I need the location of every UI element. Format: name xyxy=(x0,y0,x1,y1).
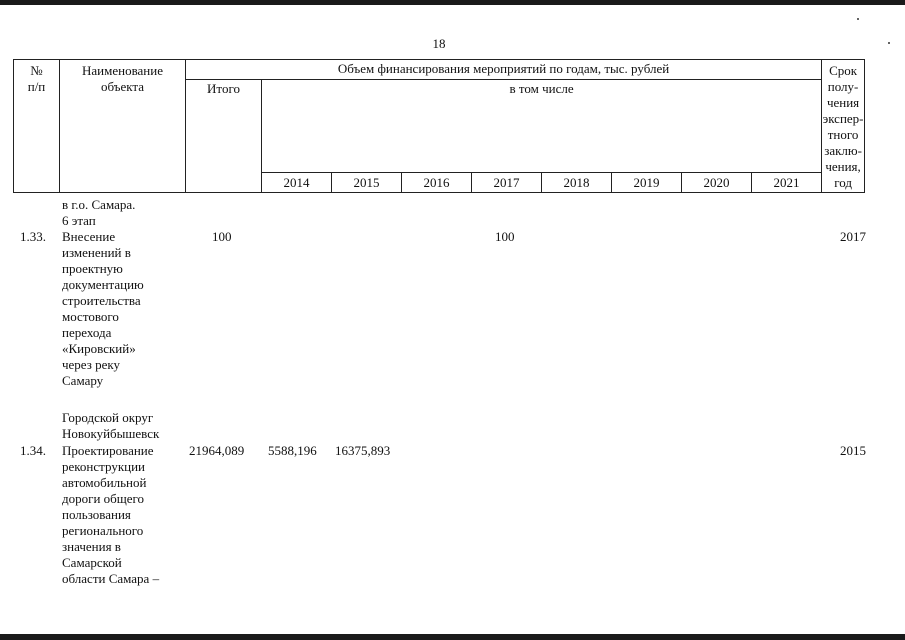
row-year-2015-value: 16375,893 xyxy=(335,443,391,458)
row-object-name xyxy=(62,229,192,389)
scan-speck xyxy=(857,18,859,20)
text-line: перехода xyxy=(62,325,112,340)
header-including: в том числе xyxy=(262,80,822,173)
header-year-2021: 2021 xyxy=(752,173,822,193)
row-object-name xyxy=(62,443,192,587)
text-line: «Кировский» xyxy=(62,341,136,356)
header-deadline-line: чения, xyxy=(825,159,861,174)
scan-border-bottom xyxy=(0,634,905,640)
header-year-2016: 2016 xyxy=(402,173,472,193)
row-continuation-text xyxy=(62,197,192,229)
header-year-2018: 2018 xyxy=(542,173,612,193)
text-line: области Самара – xyxy=(62,571,160,586)
text-line: значения в xyxy=(62,539,121,554)
header-total: Итого xyxy=(186,80,262,193)
row-number: 1.33. xyxy=(20,229,46,244)
header-number-line: № xyxy=(30,63,43,78)
text-line: Городской округ xyxy=(62,410,154,425)
header-deadline xyxy=(822,60,865,193)
text-line: Самару xyxy=(62,373,104,388)
header-deadline-line: Срок xyxy=(829,63,858,78)
row-total: 100 xyxy=(212,229,232,244)
text-line: в г.о. Самара. xyxy=(62,197,136,212)
text-line: строительства xyxy=(62,293,141,308)
row-year-2017-value: 100 xyxy=(495,229,515,244)
financing-table-header xyxy=(13,59,865,193)
text-line: 6 этап xyxy=(62,213,96,228)
text-line: документацию xyxy=(62,277,144,292)
row-number: 1.34. xyxy=(20,443,46,458)
header-year-2020: 2020 xyxy=(682,173,752,193)
header-year-2014: 2014 xyxy=(262,173,332,193)
header-deadline-line: полу- xyxy=(827,79,859,94)
scan-speck xyxy=(888,42,890,44)
text-line: мостового xyxy=(62,309,119,324)
row-year-2014-value: 5588,196 xyxy=(268,443,317,458)
row-total: 21964,089 xyxy=(189,443,245,458)
header-number-line: п/п xyxy=(27,79,46,94)
row-municipality xyxy=(62,410,192,442)
header-deadline-line: чения xyxy=(826,95,860,110)
header-object-name xyxy=(60,60,186,193)
header-year-2015: 2015 xyxy=(332,173,402,193)
text-line: реконструкции xyxy=(62,459,146,474)
header-financing: Объем финансирования мероприятий по годам, тыс. рублей xyxy=(186,60,822,80)
text-line: через реку xyxy=(62,357,121,372)
text-line: пользования xyxy=(62,507,131,522)
header-name-line: объекта xyxy=(100,79,145,94)
header-year-2017: 2017 xyxy=(472,173,542,193)
header-deadline-line: тного xyxy=(827,127,859,142)
text-line: Проектирование xyxy=(62,443,154,458)
header-deadline-line: заклю- xyxy=(824,143,862,158)
text-line: Самарской xyxy=(62,555,122,570)
text-line: регионального xyxy=(62,523,144,538)
text-line: Новокуйбышевск xyxy=(62,426,160,441)
header-deadline-line: год xyxy=(834,175,852,190)
header-name-line: Наименование xyxy=(82,63,163,78)
header-deadline-line: экспер- xyxy=(822,111,864,126)
text-line: автомобильной xyxy=(62,475,147,490)
text-line: изменений в xyxy=(62,245,131,260)
scan-border-top xyxy=(0,0,905,5)
text-line: дороги общего xyxy=(62,491,145,506)
page-number: 18 xyxy=(432,36,446,51)
row-deadline: 2015 xyxy=(840,443,866,458)
header-year-2019: 2019 xyxy=(612,173,682,193)
text-line: проектную xyxy=(62,261,123,276)
header-number xyxy=(14,60,60,193)
text-line: Внесение xyxy=(62,229,116,244)
row-deadline: 2017 xyxy=(840,229,866,244)
